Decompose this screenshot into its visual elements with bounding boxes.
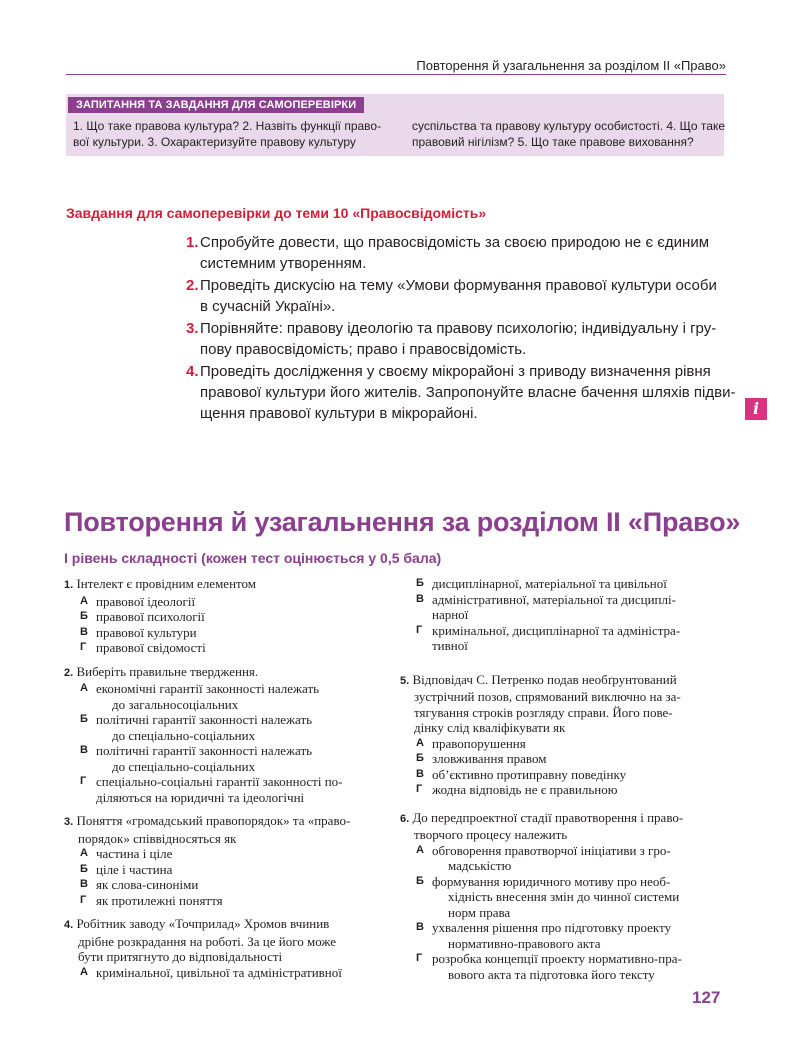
question-text: бути притягнуто до відповідальності — [78, 949, 283, 964]
option-letter: Г — [416, 783, 423, 795]
option-text: кримінальної, цивільної та адміністративної — [96, 964, 342, 980]
option-text: нормативно-правового акта — [448, 935, 601, 951]
task-line: Проведіть дискусію на тему «Умови формування правової культури особи — [200, 277, 717, 294]
header-rule — [66, 74, 726, 75]
answer-option — [64, 862, 384, 878]
question-number: 1. — [64, 579, 74, 591]
test-question — [64, 813, 384, 908]
question-number: 5. — [400, 674, 410, 687]
option-text: до спеціально-соціальних — [112, 727, 256, 743]
question-number: 2. — [64, 666, 74, 679]
answer-option — [64, 743, 384, 774]
option-letter: А — [80, 682, 88, 694]
option-text: зловживання правом — [432, 751, 547, 766]
option-letter: Б — [80, 610, 88, 622]
option-text: розробка концепції проекту нормативно-пра- — [432, 951, 682, 966]
selfcheck-line: правовий нігілізм? 5. Що таке правове виховання? — [412, 135, 694, 149]
tests-right-column — [400, 576, 730, 990]
option-text: до спеціально-соціальних — [112, 758, 256, 774]
answer-option — [400, 874, 730, 921]
task-line: системним утворенням. — [200, 255, 367, 272]
option-text: правової психології — [96, 609, 205, 624]
question-text: дрібне розкрадання на роботі. За це його може — [78, 933, 336, 949]
option-letter: В — [80, 878, 88, 890]
option-text: обговорення правотворчої ініціативи з гро- — [432, 842, 671, 858]
answer-option — [400, 576, 730, 592]
topic-tasks-title: Завдання для самоперевірки до теми 10 «Правосвідомість» — [66, 205, 487, 221]
tests-left-column — [64, 576, 384, 988]
option-text: нарної — [432, 607, 469, 622]
option-text: правової ідеології — [96, 593, 196, 609]
question-text: Відповідач С. Петренко подав необґрунтований — [412, 671, 677, 687]
topic-tasks-list — [186, 232, 736, 425]
task-item — [186, 318, 726, 360]
answer-option — [64, 774, 384, 805]
question-number: 6. — [400, 812, 410, 825]
question-text: Інтелект є провідним елементом — [76, 576, 257, 591]
option-text: мадськістю — [448, 858, 512, 873]
task-line: Порівняйте: правову ідеологію та правову психологію; індивідуальну і гру- — [200, 320, 717, 337]
task-line: Спробуйте довести, що правосвідомість за своєю природою не є єдиним — [200, 234, 710, 251]
test-question — [400, 672, 730, 798]
task-number: 4. — [186, 363, 199, 380]
option-text: політичні гарантії законності належать — [96, 743, 313, 758]
task-line: Проведіть дослідження у своєму мікрорайоні з приводу визначення рівня — [200, 363, 711, 380]
question-text: Робітник заводу «Точприлад» Хромов вчинив — [76, 916, 330, 931]
option-letter: А — [416, 843, 424, 856]
info-icon: i — [745, 398, 767, 420]
option-text: кримінальної, дисциплінарної та адміністра- — [432, 622, 681, 638]
question-text: тягування строків розгляду справи. Його пове- — [414, 704, 673, 720]
option-letter: А — [80, 594, 88, 607]
option-letter: Б — [416, 874, 424, 887]
task-line: щення правової культури в мікрорайоні. — [200, 405, 478, 422]
option-letter: Б — [416, 577, 424, 589]
answer-option — [400, 751, 730, 767]
selfcheck-title: ЗАПИТАННЯ ТА ЗАВДАННЯ ДЛЯ САМОПЕРЕВІРКИ — [68, 97, 364, 113]
task-item — [186, 361, 736, 424]
test-question-continued — [400, 576, 730, 654]
option-text: адміністративної, матеріальної та дисциплі- — [432, 591, 676, 607]
question-text: дінку слід кваліфікувати як — [414, 720, 566, 735]
selfcheck-line: вої культури. 3. Охарактеризуйте правову культуру — [73, 135, 356, 149]
answer-option — [400, 920, 730, 951]
option-text: правопорушення — [432, 735, 526, 751]
option-text: спеціально-соціальні гарантії законності по- — [96, 774, 343, 789]
option-letter: А — [80, 847, 88, 859]
running-header: Повторення й узагальнення за розділом ІІ «Право» — [416, 58, 726, 73]
answer-option — [64, 893, 384, 909]
option-text: до загальносоціальних — [112, 696, 239, 712]
answer-option — [64, 712, 384, 743]
option-letter: Г — [416, 623, 423, 636]
answer-option — [64, 640, 384, 656]
option-letter: Б — [80, 862, 88, 875]
option-letter: Б — [416, 752, 424, 764]
option-letter: В — [416, 767, 424, 780]
option-letter: Г — [416, 952, 423, 964]
task-item — [186, 232, 726, 274]
page-number: 127 — [692, 988, 721, 1007]
option-text: політичні гарантії законності належать — [96, 712, 313, 727]
option-text: вового акта та підготовка його тексту — [448, 966, 655, 982]
answer-option — [400, 623, 730, 654]
answer-option — [64, 681, 384, 712]
option-letter: Г — [80, 641, 87, 653]
task-item — [186, 275, 726, 317]
answer-option — [400, 782, 730, 798]
option-letter: В — [416, 921, 424, 933]
option-letter: А — [416, 736, 424, 749]
answer-option — [64, 965, 384, 981]
question-text: До передпроектної стадії правотворення і право- — [412, 809, 684, 825]
test-question — [64, 576, 384, 656]
option-letter: Б — [80, 713, 88, 725]
task-number: 1. — [186, 234, 199, 251]
option-text: дисциплінарної, матеріальної та цивільної — [432, 576, 667, 591]
question-number: 3. — [64, 816, 74, 828]
selfcheck-line: суспільства та правову культуру особистості. 4. Що таке — [412, 119, 726, 133]
answer-option — [64, 594, 384, 610]
question-text: зустрічний позов, спрямований виключно на за- — [414, 689, 681, 704]
option-text: як слова-синоніми — [96, 877, 199, 892]
task-line: пову правосвідомість; право і правосвідомість. — [200, 341, 527, 358]
answer-option — [400, 767, 730, 783]
question-number: 4. — [64, 919, 74, 931]
answer-option — [64, 609, 384, 625]
option-text: формування юридичного мотиву про необ- — [432, 873, 671, 889]
answer-option — [400, 951, 730, 982]
option-text: ціле і частина — [96, 861, 173, 877]
task-line: в сучасній Україні». — [200, 298, 336, 315]
answer-option — [400, 843, 730, 874]
selfcheck-left-column — [73, 118, 381, 150]
section-title: Повторення й узагальнення за розділом ІІ «Право» — [64, 507, 741, 537]
option-letter: А — [80, 965, 88, 978]
option-text: правової свідомості — [96, 640, 206, 655]
selfcheck-right-column — [412, 118, 725, 150]
option-letter: Г — [80, 893, 87, 906]
option-letter: В — [416, 592, 424, 605]
option-text: економічні гарантії законності належать — [96, 681, 320, 696]
option-text: діляються на юридичні та ідеологічні — [96, 789, 305, 805]
option-text: тивної — [432, 638, 468, 653]
option-text: частина і ціле — [96, 846, 173, 861]
answer-option — [64, 877, 384, 893]
option-letter: Г — [80, 775, 87, 787]
option-text: як протилежні поняття — [96, 892, 223, 908]
option-text: жодна відповідь не є правильною — [432, 782, 618, 797]
question-text: порядок» співвідносяться як — [78, 830, 237, 846]
question-text: Поняття «громадський правопорядок» та «право- — [76, 813, 351, 828]
task-number: 2. — [186, 277, 199, 294]
test-question — [64, 916, 384, 980]
task-line: правової культури його жителів. Запропонуйте власне бачення шляхів підви- — [200, 384, 736, 401]
selfcheck-line: 1. Що таке правова культура? 2. Назвіть функції право- — [73, 119, 382, 133]
answer-option — [64, 846, 384, 862]
test-question — [64, 664, 384, 806]
answer-option — [400, 736, 730, 752]
option-text: норм права — [448, 904, 511, 920]
option-text: правової культури — [96, 624, 197, 640]
question-text: Виберіть правильне твердження. — [76, 663, 259, 679]
question-text: творчого процесу належить — [414, 827, 568, 842]
level-heading: І рівень складності (кожен тест оцінюється у 0,5 бала) — [64, 550, 442, 566]
answer-option — [64, 625, 384, 641]
test-question — [400, 810, 730, 983]
task-number: 3. — [186, 320, 199, 337]
option-text: хідність внесення змін до чинної системи — [448, 889, 680, 904]
answer-option — [400, 592, 730, 623]
option-letter: В — [80, 625, 88, 638]
option-text: об’єктивно протиправну поведінку — [432, 766, 627, 782]
option-text: ухвалення рішення про підготовку проекту — [432, 920, 672, 935]
option-letter: В — [80, 744, 88, 756]
